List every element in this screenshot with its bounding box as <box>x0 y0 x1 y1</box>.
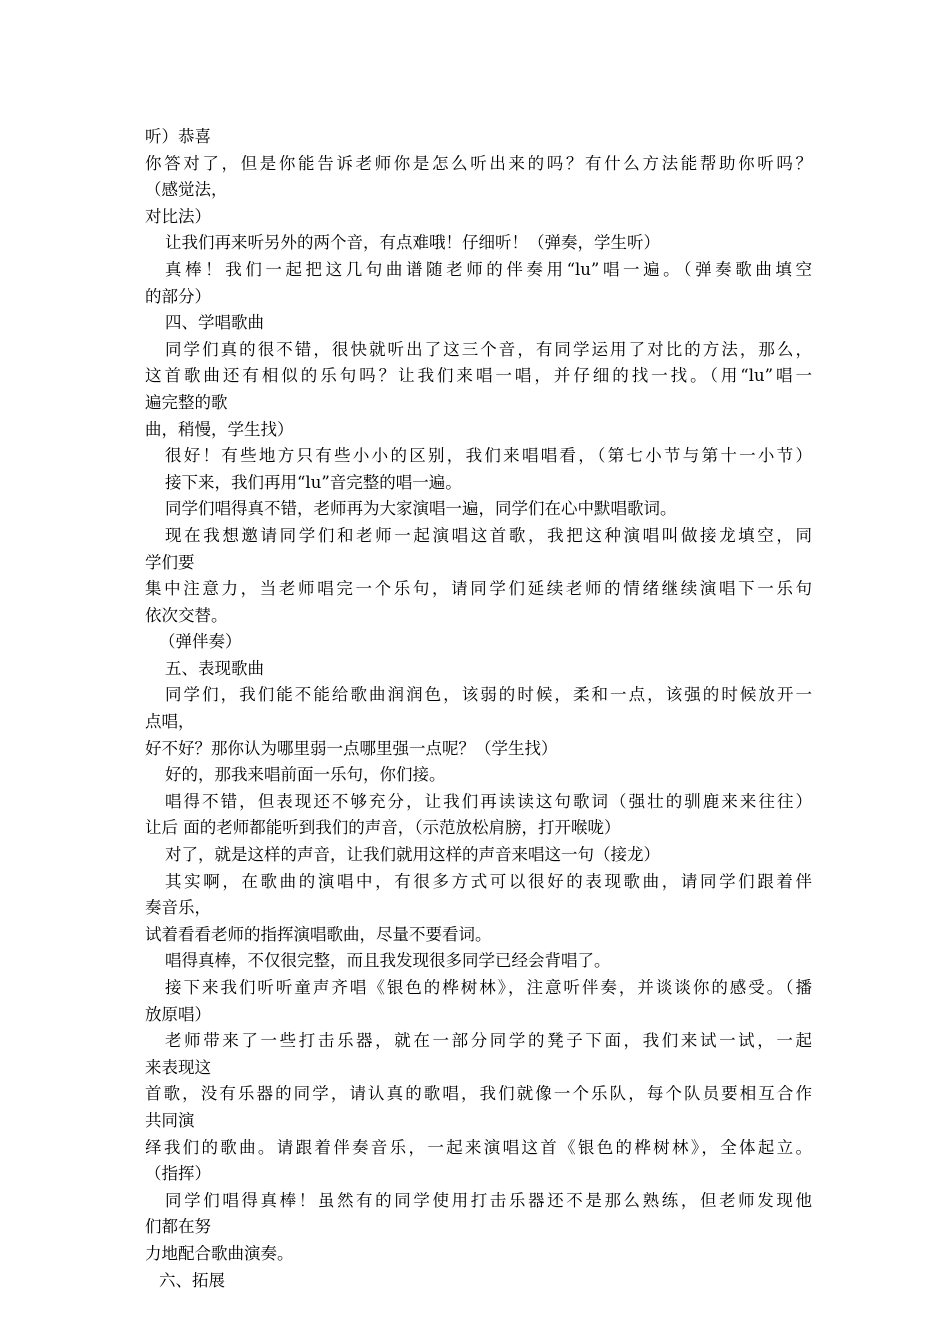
text-line: 同学们唱得真棒！虽然有的同学使用打击乐器还不是那么熟练，但老师发现他 <box>165 1190 812 1210</box>
text-line: 你答对了，但是你能告诉老师你是怎么听出来的吗？有什么方法能帮助你听吗？ <box>145 153 812 173</box>
text-line: 集中注意力，当老师唱完一个乐句，请同学们延续老师的情绪继续演唱下一乐句 <box>145 579 812 599</box>
text-line: （指挥） <box>145 1164 211 1184</box>
text-line: 试着看看老师的指挥演唱歌曲，尽量不要看词。 <box>145 924 492 944</box>
text-line: 五、表现歌曲 <box>165 658 264 678</box>
text-line: 四、学唱歌曲 <box>165 313 264 333</box>
text-line: 现在我想邀请同学们和老师一起演唱这首歌，我把这种演唱叫做接龙填空，同 <box>165 525 812 545</box>
text-line: 同学们，我们能不能给歌曲润润色，该弱的时候，柔和一点，该强的时候放开一 <box>165 685 812 705</box>
text-line: （感觉法， <box>145 180 228 200</box>
text-line: 同学们唱得真不错，老师再为大家演唱一遍，同学们在心中默唱歌词。 <box>165 499 677 519</box>
text-line: 首歌，没有乐器的同学，请认真的歌唱，我们就像一个乐队，每个队员要相互合作 <box>145 1084 812 1104</box>
text-line: 来表现这 <box>145 1057 211 1077</box>
text-line: 学们要 <box>145 552 195 572</box>
text-line: 点唱， <box>145 712 195 732</box>
text-line: 共同演 <box>145 1110 195 1130</box>
text-line: 对比法） <box>145 206 211 226</box>
text-line: 好的，那我来唱前面一乐句，你们接。 <box>165 765 446 785</box>
text-line: 们都在努 <box>145 1217 211 1237</box>
text-line: 六、拓展 <box>159 1270 225 1290</box>
text-line: 接下来，我们再用“lu”音完整的唱一遍。 <box>165 472 462 492</box>
text-line: 同学们真的很不错，很快就听出了这三个音，有同学运用了对比的方法，那么， <box>165 339 812 359</box>
text-line: 遍完整的歌 <box>145 392 228 412</box>
text-line: 依次交替。 <box>145 605 228 625</box>
text-line: 的部分） <box>145 286 211 306</box>
text-line: 绎我们的歌曲。请跟着伴奏音乐，一起来演唱这首《银色的桦树林》，全体起立。 <box>145 1137 812 1157</box>
text-line: 曲，稍慢，学生找） <box>145 419 294 439</box>
text-line: 力地配合歌曲演奏。 <box>145 1243 294 1263</box>
text-line: 好不好？那你认为哪里弱一点哪里强一点呢？（学生找） <box>145 738 558 758</box>
text-line: 让我们再来听另外的两个音，有点难哦！仔细听！（弹奏，学生听） <box>165 233 660 253</box>
text-line: 很好！有些地方只有些小小的区别，我们来唱唱看，（第七小节与第十一小节） <box>165 446 812 466</box>
text-line: 其实啊，在歌曲的演唱中，有很多方式可以很好的表现歌曲，请同学们跟着伴 <box>165 871 812 891</box>
text-line: 唱得真棒，不仅很完整，而且我发现很多同学已经会背唱了。 <box>165 951 611 971</box>
text-line: 真棒！我们一起把这几句曲谱随老师的伴奏用“lu”唱一遍。（弹奏歌曲填空 <box>165 259 812 279</box>
text-line: （弹伴奏） <box>159 632 242 652</box>
text-line: 这首歌曲还有相似的乐句吗？让我们来唱一唱，并仔细的找一找。（用“lu”唱一 <box>145 366 812 386</box>
text-line: 奏音乐， <box>145 898 211 918</box>
text-line: 老师带来了一些打击乐器，就在一部分同学的凳子下面，我们来试一试，一起 <box>165 1031 812 1051</box>
text-line: 唱得不错，但表现还不够充分，让我们再读读这句歌词（强壮的驯鹿来来往往） <box>165 791 812 811</box>
text-line: 放原唱） <box>145 1004 211 1024</box>
text-line: 听）恭喜 <box>145 127 211 146</box>
document-page <box>145 124 812 1294</box>
text-line: 对了，就是这样的声音，让我们就用这样的声音来唱这一句（接龙） <box>165 845 660 865</box>
text-line: 接下来我们听听童声齐唱《银色的桦树林》，注意听伴奏，并谈谈你的感受。（播 <box>165 978 812 997</box>
text-line: 让后 面的老师都能听到我们的声音，（示范放松肩膀，打开喉咙） <box>145 818 621 838</box>
